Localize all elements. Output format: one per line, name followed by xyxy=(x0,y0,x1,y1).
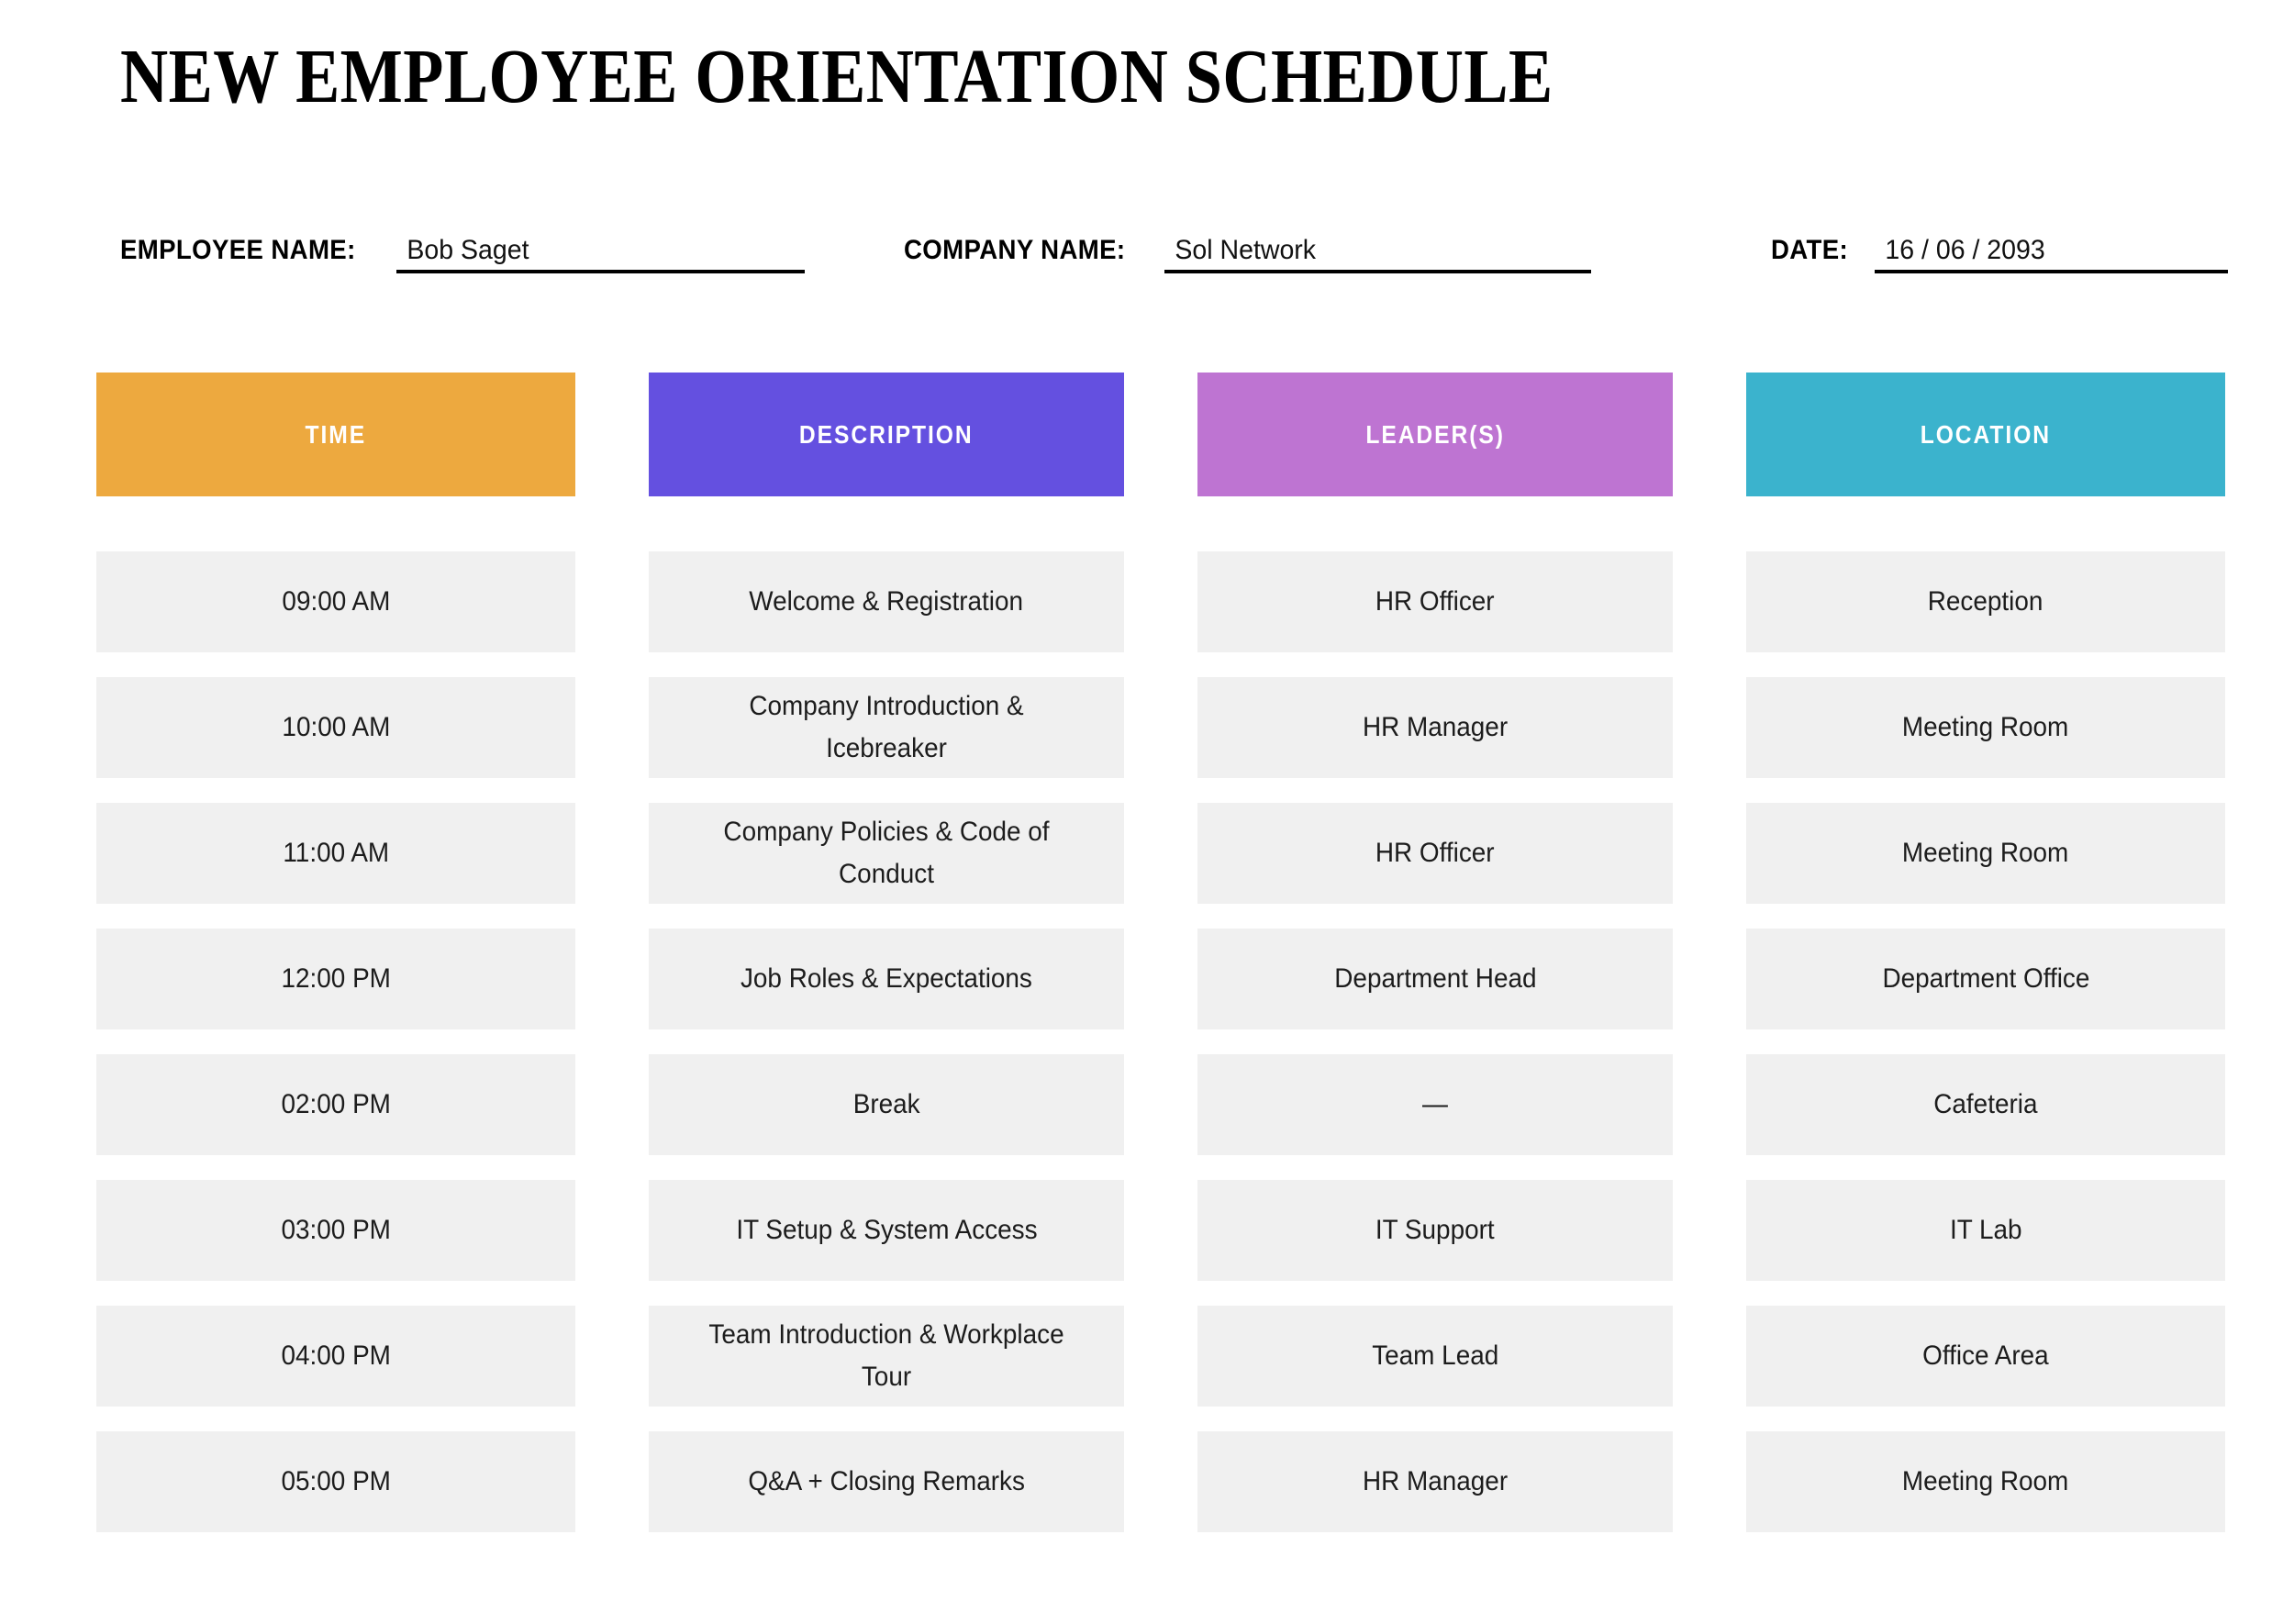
cell-text: Meeting Room xyxy=(1902,712,2069,742)
cell-text: Welcome & Registration xyxy=(749,586,1024,617)
cell-text: IT Setup & System Access xyxy=(735,1215,1038,1245)
cell-leaders[interactable] xyxy=(1197,1431,1673,1532)
column-header-description[interactable] xyxy=(649,373,1124,496)
cell-location[interactable] xyxy=(1746,803,2225,904)
cell-text: HR Officer xyxy=(1375,838,1495,868)
company-name-underline xyxy=(1164,270,1591,273)
cell-text: IT Lab xyxy=(1949,1215,2022,1245)
table-row xyxy=(96,1054,2234,1155)
date-value-wrap[interactable] xyxy=(1875,235,2062,273)
cell-text: Meeting Room xyxy=(1902,838,2069,868)
cell-time[interactable] xyxy=(96,551,575,652)
company-name-field[interactable] xyxy=(904,235,1331,290)
cell-text: IT Support xyxy=(1375,1215,1495,1245)
cell-time[interactable] xyxy=(96,1306,575,1407)
cell-time[interactable] xyxy=(96,1431,575,1532)
cell-text: Office Area xyxy=(1922,1340,2049,1371)
page-title: NEW EMPLOYEE ORIENTATION SCHEDULE xyxy=(120,34,1553,119)
cell-text: Cafeteria xyxy=(1933,1089,2038,1119)
column-header-time[interactable] xyxy=(96,373,575,496)
cell-text: Department Office xyxy=(1882,963,2089,994)
schedule-table xyxy=(96,373,2234,1557)
cell-text: 11:00 AM xyxy=(283,838,389,868)
table-row xyxy=(96,803,2234,904)
table-row xyxy=(96,929,2234,1029)
column-header-label: LOCATION xyxy=(1920,419,2052,449)
cell-text: HR Manager xyxy=(1362,712,1509,742)
column-header-label: DESCRIPTION xyxy=(799,419,974,449)
cell-leaders[interactable] xyxy=(1197,1180,1673,1281)
cell-time[interactable] xyxy=(96,1054,575,1155)
cell-text: Department Head xyxy=(1333,963,1537,994)
cell-text: Company Introduction & Icebreaker xyxy=(749,691,1024,763)
cell-description[interactable] xyxy=(649,551,1124,652)
company-name-value-wrap[interactable] xyxy=(1164,235,1331,273)
table-row xyxy=(96,1306,2234,1407)
cell-location[interactable] xyxy=(1746,1306,2225,1407)
cell-time[interactable] xyxy=(96,1180,575,1281)
cell-time[interactable] xyxy=(96,803,575,904)
table-header-row xyxy=(96,373,2234,496)
cell-text: Q&A + Closing Remarks xyxy=(748,1466,1025,1496)
cell-text: 02:00 PM xyxy=(281,1089,391,1119)
cell-time[interactable] xyxy=(96,929,575,1029)
cell-text: 05:00 PM xyxy=(281,1466,391,1496)
employee-name-field[interactable] xyxy=(120,235,543,290)
date-value[interactable]: 16 / 06 / 2093 xyxy=(1885,235,2046,265)
date-field[interactable] xyxy=(1771,235,2062,290)
cell-description[interactable] xyxy=(649,677,1124,778)
cell-text: 04:00 PM xyxy=(281,1340,391,1371)
cell-text: Job Roles & Expectations xyxy=(741,963,1032,994)
cell-location[interactable] xyxy=(1746,1431,2225,1532)
employee-name-value[interactable]: Bob Saget xyxy=(406,235,529,265)
cell-text: Reception xyxy=(1928,586,2043,617)
cell-leaders[interactable] xyxy=(1197,1306,1673,1407)
cell-location[interactable] xyxy=(1746,1054,2225,1155)
employee-name-label: EMPLOYEE NAME: xyxy=(120,235,356,265)
cell-text: HR Manager xyxy=(1362,1466,1509,1496)
column-header-label: LEADER(S) xyxy=(1365,419,1505,449)
cell-leaders[interactable] xyxy=(1197,551,1673,652)
cell-text: Team Introduction & Workplace Tour xyxy=(708,1319,1064,1392)
table-row xyxy=(96,677,2234,778)
cell-leaders[interactable] xyxy=(1197,677,1673,778)
cell-time[interactable] xyxy=(96,677,575,778)
date-underline xyxy=(1875,270,2228,273)
cell-text: — xyxy=(1422,1089,1448,1119)
cell-description[interactable] xyxy=(649,1054,1124,1155)
cell-text: HR Officer xyxy=(1375,586,1495,617)
cell-description[interactable] xyxy=(649,1431,1124,1532)
cell-text: Meeting Room xyxy=(1902,1466,2069,1496)
column-header-label: TIME xyxy=(305,419,367,449)
cell-location[interactable] xyxy=(1746,929,2225,1029)
cell-text: 09:00 AM xyxy=(282,586,390,617)
cell-text: 03:00 PM xyxy=(281,1215,391,1245)
meta-fields-row xyxy=(0,235,2294,290)
employee-name-underline xyxy=(396,270,805,273)
cell-leaders[interactable] xyxy=(1197,929,1673,1029)
company-name-value[interactable]: Sol Network xyxy=(1175,235,1317,265)
company-name-label: COMPANY NAME: xyxy=(904,235,1126,265)
table-row xyxy=(96,1180,2234,1281)
cell-text: Team Lead xyxy=(1371,1340,1499,1371)
cell-description[interactable] xyxy=(649,1180,1124,1281)
cell-location[interactable] xyxy=(1746,551,2225,652)
cell-description[interactable] xyxy=(649,1306,1124,1407)
table-body xyxy=(96,551,2234,1532)
cell-description[interactable] xyxy=(649,929,1124,1029)
employee-name-value-wrap[interactable] xyxy=(396,235,543,273)
cell-text: 10:00 AM xyxy=(282,712,390,742)
column-header-location[interactable] xyxy=(1746,373,2225,496)
date-label: DATE: xyxy=(1771,235,1849,265)
table-row xyxy=(96,551,2234,652)
cell-text: Break xyxy=(852,1089,920,1119)
cell-location[interactable] xyxy=(1746,1180,2225,1281)
column-header-leader-s[interactable] xyxy=(1197,373,1673,496)
cell-leaders[interactable] xyxy=(1197,1054,1673,1155)
cell-location[interactable] xyxy=(1746,677,2225,778)
cell-text: Company Policies & Code of Conduct xyxy=(723,817,1050,889)
table-row xyxy=(96,1431,2234,1532)
cell-description[interactable] xyxy=(649,803,1124,904)
cell-text: 12:00 PM xyxy=(281,963,391,994)
cell-leaders[interactable] xyxy=(1197,803,1673,904)
